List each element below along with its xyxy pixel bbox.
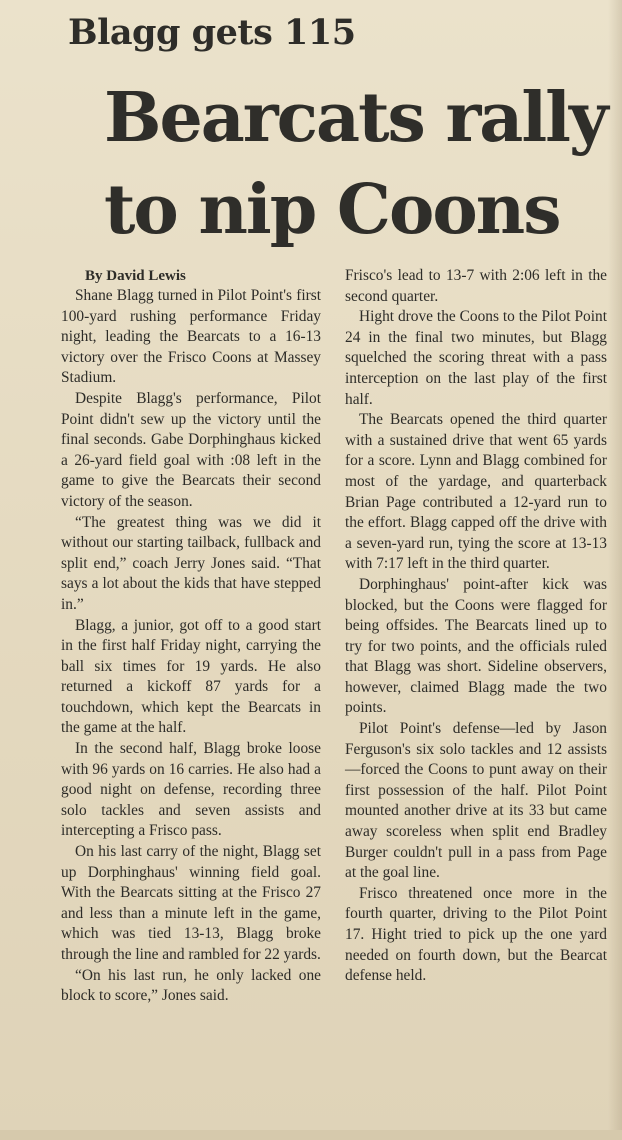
paragraph: Hight drove the Coons to the Pilot Point 24 in the final two minutes, but Blagg squelched the scoring threat with a pass interception on the last play of the first half. — [345, 308, 607, 408]
paragraph: Pilot Point's defense—led by Jason Ferguson's six solo tackles and 12 assists—forced the Coons to punt away on their first possession of the half. Pilot Point mounted another drive at its 33 but came away scoreless when split end Bradley Burger couldn't pull in a pass from Page at the goal line. — [345, 720, 607, 882]
page-bottom-edge — [0, 1130, 622, 1140]
paragraph: Shane Blagg turned in Pilot Point's first 100-yard rushing performance Friday night, leading the Bearcats to a 16-13 victory over the Frisco Coons at Massey Stadium. — [61, 287, 321, 387]
paragraph: “The greatest thing was we did it without our starting tailback, fullback and split end,” coach Jerry Jones said. “That says a lot about the kids that have stepped in.” — [61, 513, 321, 613]
paragraph: On his last carry of the night, Blagg set up Dorphinghaus' winning field goal. With the Bearcats sitting at the Frisco 27 and less than a minute left in the game, which was tied 13-13, Blagg broke through the line and rambled for 22 yards. — [61, 843, 321, 963]
paragraph: Blagg, a junior, got off to a good start in the first half Friday night, carrying the ball six times for 19 yards. He also returned a kickoff 87 yards for a touchdown, which kept the Bearcats in the game at the half. — [61, 616, 321, 737]
paragraph: Frisco threatened once more in the fourth quarter, driving to the Pilot Point 17. Hight tried to pick up the one yard needed on fourth down, but the Bearcat defense held. — [345, 884, 607, 985]
main-headline-line-2: to nip Coons — [104, 170, 560, 250]
kicker-headline: Blagg gets 115 — [68, 12, 356, 53]
paragraph: Despite Blagg's performance, Pilot Point didn't sew up the victory until the final seconds. Gabe Dorphinghaus kicked a 26-yard field goal with :08 left in the game to give the Bearcats their second victory of the season. — [61, 389, 321, 510]
paragraph: The Bearcats opened the third quarter with a sustained drive that went 65 yards for a score. Lynn and Blagg combined for most of the yardage, and quarterback Brian Page contributed a 12-yard run to the effort. Blagg capped off the drive with a seven-yard run, tying the score at 13-13 with 7:17 left in the third quarter. — [345, 411, 607, 573]
page-edge-shadow — [608, 0, 622, 1140]
paragraph: In the second half, Blagg broke loose with 96 yards on 16 carries. He also had a good night on defense, recording three solo tackles and seven assists and intercepting a Frisco pass. — [61, 740, 321, 840]
paragraph: “On his last run, he only lacked one block to score,” Jones said. — [61, 966, 321, 1005]
paragraph: Dorphinghaus' point-after kick was blocked, but the Coons were flagged for being offsides. The Bearcats lined up to try for two points, and the officials ruled that Blagg was short. Sideline observers, however, claimed Blagg made the two points. — [345, 575, 607, 717]
main-headline-line-1: Bearcats rally — [104, 78, 607, 158]
article-column-left — [61, 266, 321, 1007]
article-column-right — [345, 266, 607, 987]
byline: By David Lewis — [85, 268, 186, 284]
paragraph-continued: Frisco's lead to 13-7 with 2:06 left in the second quarter. — [345, 267, 607, 305]
